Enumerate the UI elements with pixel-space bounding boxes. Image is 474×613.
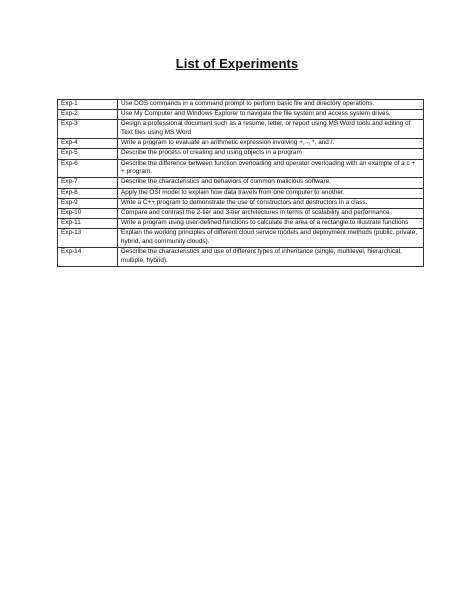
- table-row: [58, 208, 424, 218]
- experiment-description: Describe the characteristics and use of different types of inheritance (single, multilevel, hierarchical, multiple, hybrid).: [118, 248, 424, 267]
- table-row: [58, 159, 424, 178]
- experiment-id: Exp-4: [58, 139, 118, 149]
- experiment-id: Exp-14: [58, 248, 118, 267]
- experiment-id: Exp-2: [58, 110, 118, 120]
- experiment-id: Exp-11: [58, 219, 118, 229]
- experiment-id: Exp-13: [58, 229, 118, 248]
- experiment-description: Explain the working principles of different cloud service models and deployment methods (public, private, hybrid, and community clouds).: [118, 229, 424, 248]
- table-row: [58, 100, 424, 110]
- table-row: [58, 219, 424, 229]
- experiment-description: Write a C++ program to demonstrate the use of constructors and destructors in a class.: [118, 198, 424, 208]
- experiment-description: Describe the characteristics and behaviors of common malicious software.: [118, 178, 424, 188]
- experiment-id: Exp-7: [58, 178, 118, 188]
- experiment-description: Use DOS commands in a command prompt to perform basic file and directory operations.: [118, 100, 424, 110]
- experiment-id: Exp-6: [58, 159, 118, 178]
- experiment-id: Exp-9: [58, 198, 118, 208]
- experiment-description: Describe the process of creating and using objects in a program: [118, 149, 424, 159]
- table-row: [58, 149, 424, 159]
- experiment-id: Exp-10: [58, 208, 118, 218]
- page-title: List of Experiments: [175, 56, 299, 71]
- table-row: [58, 139, 424, 149]
- table-row: [58, 178, 424, 188]
- experiment-description: Write a program to evaluate an arithmetic expression involving +, -, *, and /.: [118, 139, 424, 149]
- experiment-id: Exp-3: [58, 120, 118, 139]
- table-row: [58, 120, 424, 139]
- table-row: [58, 229, 424, 248]
- experiment-id: Exp-8: [58, 188, 118, 198]
- experiment-description: Describe the difference between function overloading and operator overloading with an example of a c + + program.: [118, 159, 424, 178]
- experiment-id: Exp-5: [58, 149, 118, 159]
- experiment-id: Exp-1: [58, 100, 118, 110]
- table-row: [58, 188, 424, 198]
- experiment-description: Write a program using user-defined functions to calculate the area of a rectangle.to illustrate functions: [118, 219, 424, 229]
- experiment-description: Use My Computer and Windows Explorer to navigate the file system and access system drives.: [118, 110, 424, 120]
- experiment-description: Apply the OSI model to explain how data travels from one computer to another.: [118, 188, 424, 198]
- table-row: [58, 110, 424, 120]
- experiment-description: Compare and contrast the 2-tier and 3-tier architectures in terms of scalability and performance: [118, 208, 424, 218]
- table-row: [58, 248, 424, 267]
- experiments-table: [57, 99, 424, 267]
- experiment-description: Design a professional document such as a resume, letter, or report using MS Word tools.and editing of Text files using MS Word: [118, 120, 424, 139]
- table-row: [58, 198, 424, 208]
